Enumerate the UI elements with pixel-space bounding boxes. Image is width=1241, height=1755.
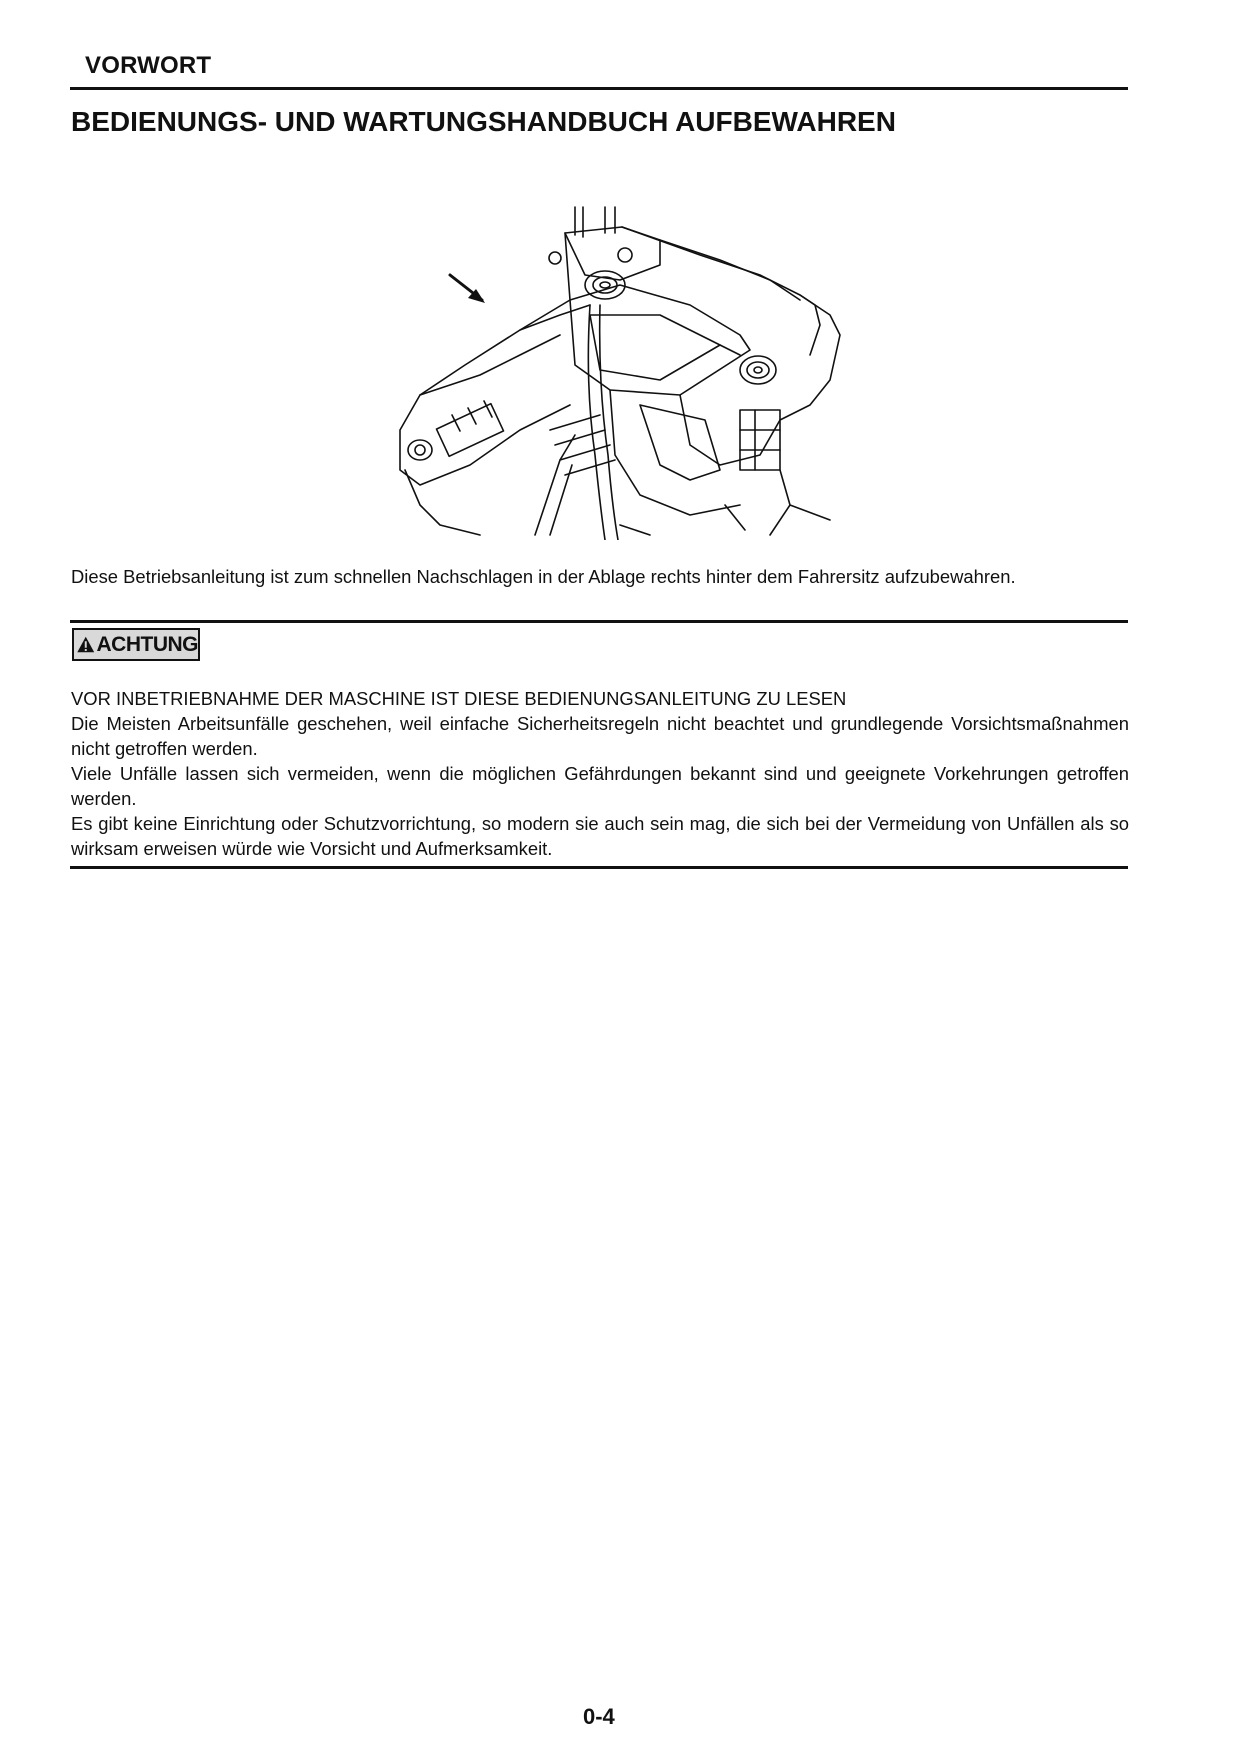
- header-divider: [70, 87, 1128, 90]
- warning-divider-top: [70, 620, 1128, 623]
- warning-paragraph: Viele Unfälle lassen sich vermeiden, wenn die möglichen Gefährdungen bekannt sind und geeignete Vorkehrungen getroffen werden.: [71, 763, 1129, 809]
- warning-heading: VOR INBETRIEBNAHME DER MASCHINE IST DIESE BEDIENUNGSANLEITUNG ZU LESEN: [71, 688, 847, 709]
- caution-label: ACHTUNG: [96, 632, 198, 656]
- warning-triangle-icon: [76, 630, 96, 659]
- warning-paragraph: Es gibt keine Einrichtung oder Schutzvorrichtung, so modern sie auch sein mag, die sich bei der Vermeidung von Unfällen als so wirksam erweisen würde wie Vorsicht und Aufmerksamkeit.: [71, 813, 1129, 859]
- warning-text: [71, 686, 1129, 861]
- page-title: BEDIENUNGS- UND WARTUNGSHANDBUCH AUFBEWAHREN: [71, 106, 896, 137]
- warning-divider-bottom: [70, 866, 1128, 869]
- page-number: 0-4: [583, 1704, 615, 1729]
- caution-badge: [72, 628, 200, 661]
- section-label: VORWORT: [85, 52, 212, 79]
- warning-paragraph: Die Meisten Arbeitsunfälle geschehen, weil einfache Sicherheitsregeln nicht beachtet und grundlegende Vorsichtsmaßnahmen nicht getroffen werden.: [71, 713, 1129, 759]
- cab-interior-storage-illustration: [360, 205, 850, 540]
- intro-text: Diese Betriebsanleitung ist zum schnellen Nachschlagen in der Ablage rechts hinter dem Fahrersitz aufzubewahren.: [71, 566, 1016, 587]
